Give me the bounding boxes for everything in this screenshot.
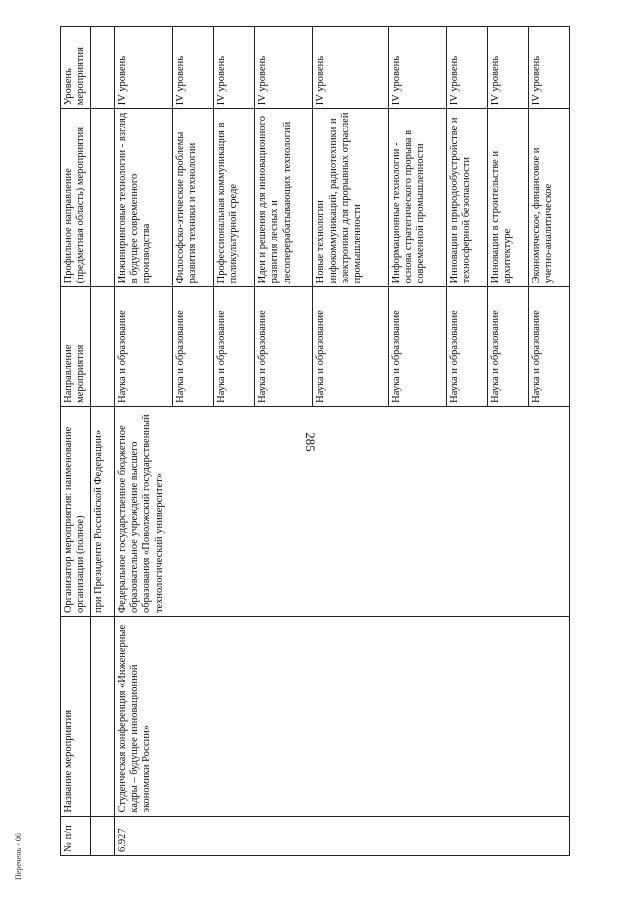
- row-level: IV уровень: [487, 27, 528, 109]
- row-direction: Наука и образование: [528, 287, 569, 406]
- table-row: [114, 27, 172, 856]
- entry-event-name: Студенческая конференция «Инженерные кадры – будущее инновационной экономики России»: [114, 617, 569, 817]
- header-direction: Направление мероприятия: [61, 287, 91, 406]
- cont-event-name: [90, 617, 114, 817]
- header-event-name: Название мероприятия: [61, 617, 91, 817]
- rotated-table-container: [60, 26, 570, 856]
- header-level: Уровень мероприятия: [61, 27, 91, 109]
- header-num: № п/п: [61, 816, 91, 855]
- row-direction: Наука и образование: [313, 287, 388, 406]
- header-profile: Профильное направление (предметная область) мероприятия: [61, 109, 91, 287]
- row-level: IV уровень: [388, 27, 446, 109]
- row-profile: Инновации в природообустройстве и техносферной безопасности: [446, 109, 487, 287]
- cont-level: [90, 27, 114, 109]
- cont-num: [90, 816, 114, 855]
- row-profile: Информационные технологии - основа стратегического прорыва в современной промышленности: [388, 109, 446, 287]
- row-level: IV уровень: [255, 27, 313, 109]
- events-table: [60, 26, 570, 856]
- header-row: [61, 27, 91, 856]
- entry-num: 6.927: [114, 816, 569, 855]
- entry-organizer: Федеральное государственное бюджетное образовательное учреждение высшего образования «Поволжский государственный технологический университет»: [114, 406, 569, 616]
- footer-mark: Перечень - 06: [14, 833, 23, 880]
- row-direction: Наука и образование: [172, 287, 213, 406]
- cont-profile: [90, 109, 114, 287]
- header-organizer: Организатор мероприятия: наименование организации (полное): [61, 406, 91, 616]
- row-level: IV уровень: [528, 27, 569, 109]
- row-level: IV уровень: [313, 27, 388, 109]
- row-level: IV уровень: [213, 27, 254, 109]
- row-direction: Наука и образование: [114, 287, 172, 406]
- row-profile: Экономическое, финансовое и учетно-аналитическое: [528, 109, 569, 287]
- row-profile: Инновации в строительстве и архитектуре: [487, 109, 528, 287]
- row-level: IV уровень: [114, 27, 172, 109]
- row-profile: Новые технологии инфокоммуникаций, радиотехники и электроники для прорывных отраслей промышленности: [313, 109, 388, 287]
- row-direction: Наука и образование: [388, 287, 446, 406]
- continuation-row: [90, 27, 114, 856]
- row-profile: Инжиниринговые технологии - взгляд в будущее современного производства: [114, 109, 172, 287]
- row-profile: Профессиональная коммуникация в поликультурной среде: [213, 109, 254, 287]
- row-profile: Идеи и решения для инновационного развития лесных и лесоперерабатывающих технологий: [255, 109, 313, 287]
- row-level: IV уровень: [446, 27, 487, 109]
- row-direction: Наука и образование: [255, 287, 313, 406]
- row-profile: Философско-этические проблемы развития техники и технологии: [172, 109, 213, 287]
- row-direction: Наука и образование: [487, 287, 528, 406]
- row-direction: Наука и образование: [213, 287, 254, 406]
- row-level: IV уровень: [172, 27, 213, 109]
- cont-organizer: при Президенте Российской Федерации»: [90, 406, 114, 616]
- cont-direction: [90, 287, 114, 406]
- row-direction: Наука и образование: [446, 287, 487, 406]
- page-number: 285: [302, 432, 318, 452]
